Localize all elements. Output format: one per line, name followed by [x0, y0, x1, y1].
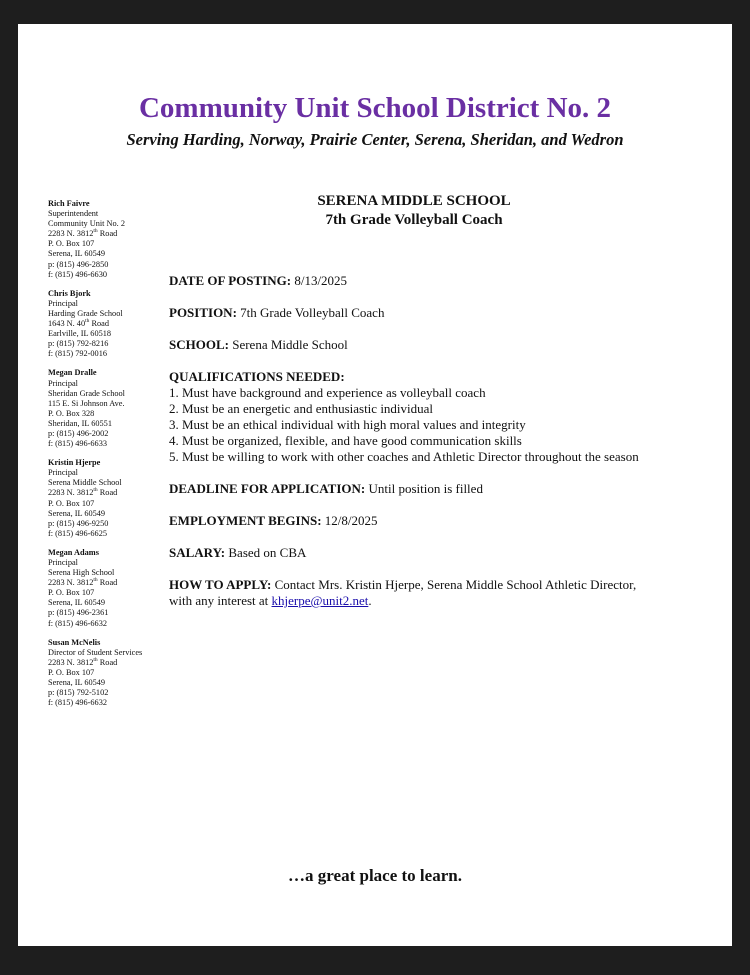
contact-serena-middle: [48, 458, 168, 539]
list-item: 5. Must be willing to work with other coaches and Athletic Director throughout the season: [169, 449, 639, 464]
contact-phone: p: (815) 496-2002: [48, 428, 109, 438]
contact-sheridan: [48, 368, 168, 449]
qualifications-list: [169, 385, 639, 465]
contact-name: Megan Adams: [48, 547, 99, 557]
contact-role: Director of Student Services: [48, 647, 143, 657]
contact-serena-high: [48, 548, 168, 629]
contact-address: 1643 N. 40th Road: [48, 318, 109, 329]
contact-name: Susan McNelis: [48, 637, 101, 647]
contact-fax: f: (815) 496-6632: [48, 698, 107, 708]
contact-org: Community Unit No. 2: [48, 219, 125, 229]
contact-address: 2283 N. 3812th Road: [48, 657, 118, 667]
contact-org: Serena High School: [48, 568, 115, 578]
job-posting: [169, 192, 639, 625]
contact-phone: p: (815) 496-9250: [48, 518, 109, 528]
contact-role: Principal: [48, 558, 78, 567]
employment-row: EMPLOYMENT BEGINS: 12/8/2025: [169, 513, 378, 528]
contact-role: Principal: [48, 298, 78, 308]
contact-phone: p: (815) 792-5102: [48, 688, 109, 698]
contact-city: Serena, IL 60549: [48, 678, 106, 688]
position-row: POSITION: 7th Grade Volleyball Coach: [169, 305, 385, 320]
contact-name: Rich Faivre: [48, 199, 90, 208]
contact-fax: f: (815) 496-6630: [48, 269, 107, 279]
contact-role: Principal: [48, 378, 78, 388]
contact-fax: f: (815) 496-6625: [48, 528, 107, 538]
contact-harding: [48, 289, 168, 360]
contact-city: Serena, IL 60549: [48, 249, 106, 259]
list-item: 2. Must be an energetic and enthusiastic individual: [169, 401, 434, 416]
contact-fax: f: (815) 496-6633: [48, 439, 107, 449]
contact-po-box: P. O. Box 107: [48, 498, 95, 508]
how-to-apply: HOW TO APPLY: Contact Mrs. Kristin Hjerpe, Serena Middle School Athletic Director, with any interest at khjerpe@unit2.net.: [169, 577, 637, 608]
contact-sidebar: [48, 199, 168, 717]
contact-address: 2283 N. 3812th Road: [48, 577, 118, 588]
contact-address: 115 E. Si Johnson Ave.: [48, 398, 125, 408]
contact-address: 2283 N. 3812th Road: [48, 487, 118, 498]
contact-po-box: P. O. Box 107: [48, 239, 95, 249]
position-heading: 7th Grade Volleyball Coach: [325, 212, 503, 228]
date-of-posting: DATE OF POSTING: 8/13/2025: [169, 273, 348, 288]
contact-city: Serena, IL 60549: [48, 598, 106, 608]
contact-role: Superintendent: [48, 209, 99, 219]
list-item: 4. Must be organized, flexible, and have good communication skills: [169, 433, 522, 448]
contact-po-box: P. O. Box 107: [48, 667, 95, 677]
school-heading: SERENA MIDDLE SCHOOL: [317, 193, 511, 209]
contact-fax: f: (815) 496-6632: [48, 618, 107, 628]
contact-student-services: [48, 638, 168, 709]
contact-phone: p: (815) 792-8216: [48, 339, 109, 349]
footer-tagline: …a great place to learn.: [288, 866, 462, 885]
salary-row: SALARY: Based on CBA: [169, 545, 307, 560]
school-row: SCHOOL: Serena Middle School: [169, 337, 348, 352]
contact-city: Serena, IL 60549: [48, 508, 106, 518]
contact-name: Chris Bjork: [48, 288, 91, 298]
qualifications-label: QUALIFICATIONS NEEDED:: [169, 369, 345, 384]
contact-address: 2283 N. 3812th Road: [48, 228, 118, 239]
contact-superintendent: [48, 199, 168, 280]
contact-po-box: P. O. Box 328: [48, 408, 95, 418]
list-item: 1. Must have background and experience as volleyball coach: [169, 385, 486, 400]
list-item: 3. Must be an ethical individual with high moral values and integrity: [169, 417, 526, 432]
contact-fax: f: (815) 792-0016: [48, 349, 107, 359]
district-title: Community Unit School District No. 2: [138, 92, 612, 124]
document-page: [18, 24, 732, 946]
contact-role: Principal: [48, 468, 78, 478]
contact-org: Sheridan Grade School: [48, 388, 125, 398]
posting-heading: [169, 192, 639, 230]
contact-name: Megan Dralle: [48, 368, 97, 378]
contact-po-box: P. O. Box 107: [48, 588, 95, 598]
contact-phone: p: (815) 496-2361: [48, 608, 109, 618]
contact-name: Kristin Hjerpe: [48, 458, 101, 468]
qualifications-section: [169, 369, 639, 465]
contact-city: Sheridan, IL 60551: [48, 418, 112, 428]
deadline-row: DEADLINE FOR APPLICATION: Until position is filled: [169, 481, 483, 496]
contact-org: Serena Middle School: [48, 478, 122, 488]
email-link[interactable]: khjerpe@unit2.net: [271, 593, 369, 608]
district-subtitle: Serving Harding, Norway, Prairie Center, Serena, Sheridan, and Wedron: [126, 130, 624, 149]
contact-org: Harding Grade School: [48, 308, 123, 318]
contact-phone: p: (815) 496-2850: [48, 259, 109, 269]
contact-city: Earlville, IL 60518: [48, 329, 112, 339]
